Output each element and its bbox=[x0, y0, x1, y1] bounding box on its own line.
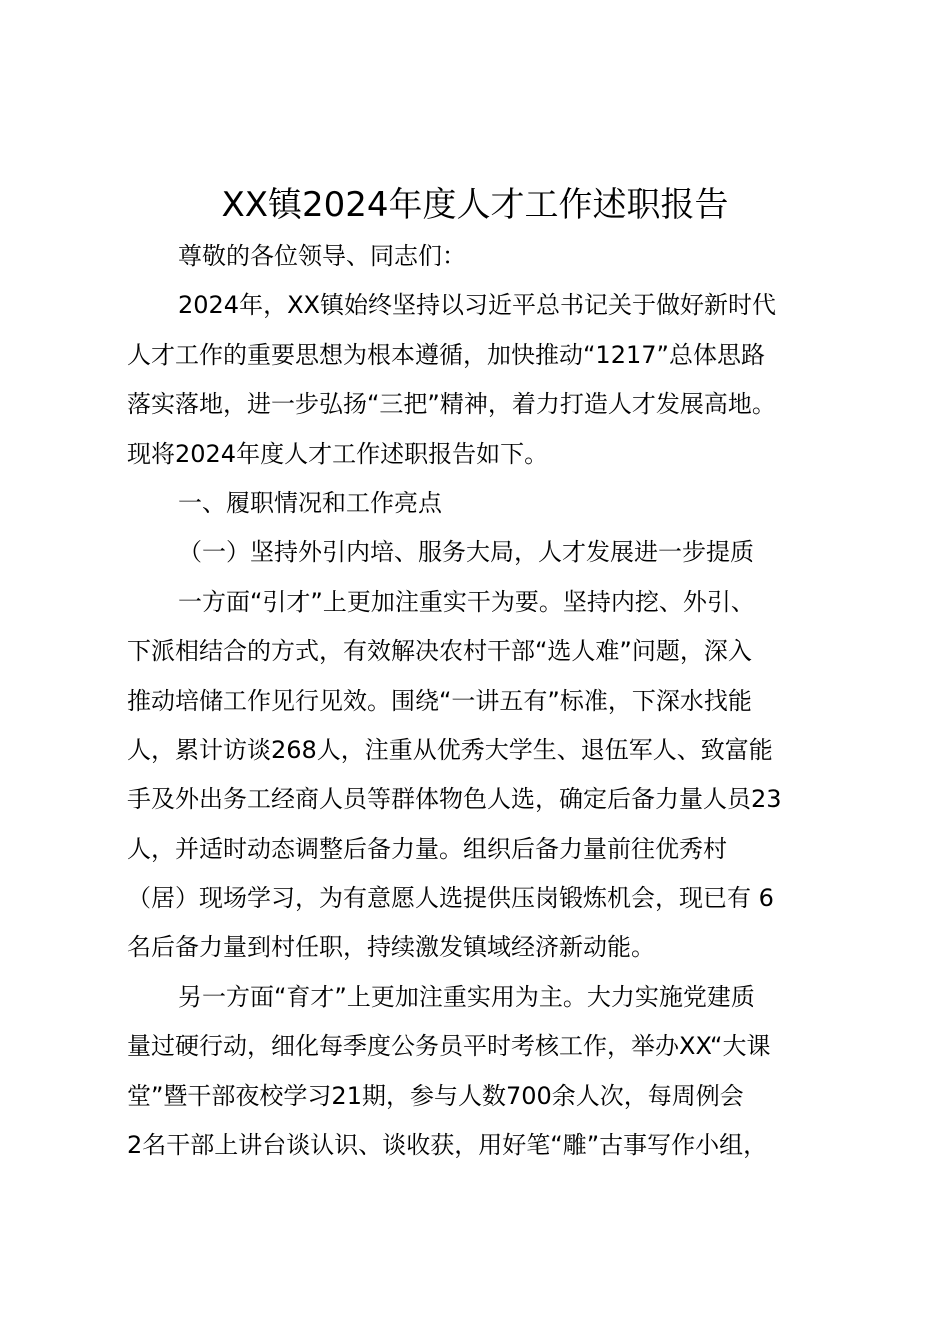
paragraph-line: 下派相结合的方式，有效解决农村干部“选人难”问题，深入 bbox=[127, 637, 752, 666]
paragraph-line: 堂”暨干部夜校学习21期，参与人数700余人次，每周例会 bbox=[127, 1081, 744, 1110]
paragraph-line: 现将2024年度人才工作述职报告如下。 bbox=[127, 439, 549, 468]
document-body bbox=[127, 232, 847, 1170]
paragraph-line: 手及外出务工经商人员等群体物色人选，确定后备力量人员23 bbox=[127, 785, 782, 814]
paragraph-line: 一方面“引才”上更加注重实干为要。坚持内挖、外引、 bbox=[178, 587, 755, 616]
paragraph-line: 落实落地，进一步弘扬“三把”精神，着力打造人才发展高地。 bbox=[127, 390, 776, 419]
paragraph-line: 推动培储工作见行见效。围绕“一讲五有”标准，下深水找能 bbox=[127, 686, 752, 715]
paragraph-line: 量过硬行动，细化每季度公务员平时考核工作，举办XX“大课 bbox=[127, 1032, 771, 1061]
document-title: XX镇2024年度人才工作述职报告 bbox=[221, 185, 729, 225]
salutation: 尊敬的各位领导、同志们： bbox=[178, 242, 466, 270]
paragraph-line: 名后备力量到村任职，持续激发镇域经济新动能。 bbox=[127, 933, 655, 962]
paragraph-line: 人才工作的重要思想为根本遵循，加快推动“1217”总体思路 bbox=[127, 340, 765, 369]
paragraph-line: 另一方面“育才”上更加注重实用为主。大力实施党建质 bbox=[178, 982, 755, 1011]
paragraph-line: 人，累计访谈268人，注重从优秀大学生、退伍军人、致富能 bbox=[127, 735, 773, 764]
section-heading: 一、履职情况和工作亮点 bbox=[178, 488, 442, 517]
paragraph-line: （居）现场学习，为有意愿人选提供压岗锻炼机会，现已有 6 bbox=[127, 884, 774, 913]
paragraph-line: 人，并适时动态调整后备力量。组织后备力量前往优秀村 bbox=[127, 834, 727, 863]
paragraph-line: 2名干部上讲台谈认识、谈收获，用好笔“雕”古事写作小组， bbox=[127, 1131, 768, 1160]
subsection-heading: （一）坚持外引内培、服务大局，人才发展进一步提质 bbox=[178, 538, 754, 567]
paragraph-line: 2024年，XX镇始终坚持以习近平总书记关于做好新时代 bbox=[178, 291, 776, 320]
